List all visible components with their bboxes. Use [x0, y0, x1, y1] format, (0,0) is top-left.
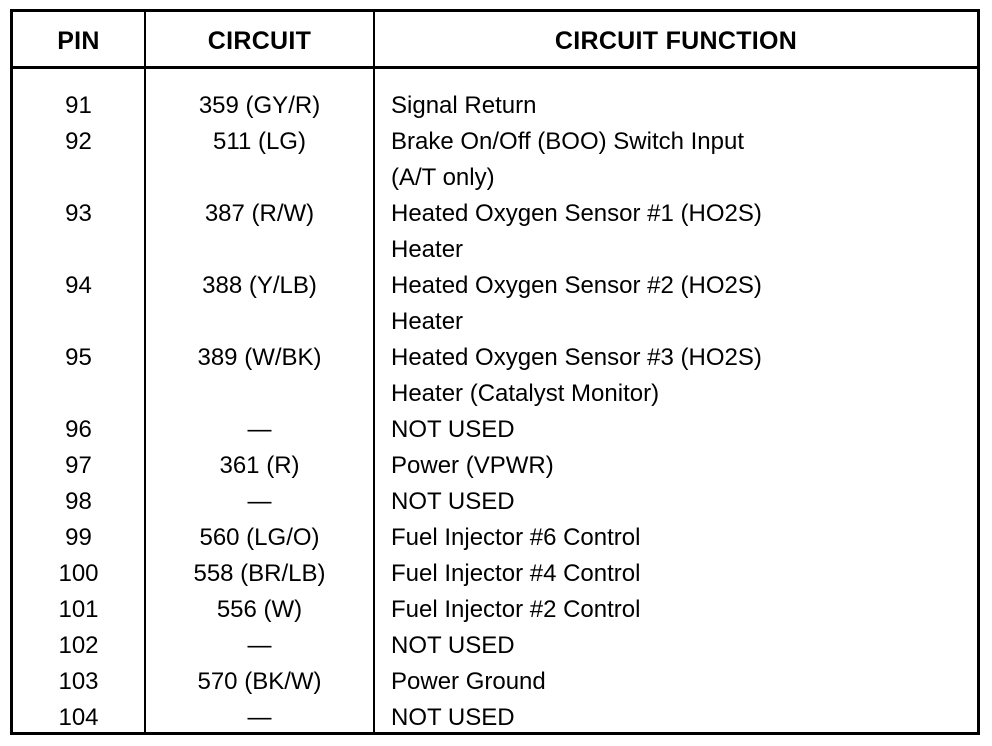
circuit-function-cell: Fuel Injector #6 Control — [391, 524, 641, 551]
circuit-function-cell: Power Ground — [391, 668, 546, 695]
circuit-cell: 570 (BK/W) — [197, 668, 322, 695]
circuit-cell: 556 (W) — [216, 596, 303, 623]
circuit-function-cell: Heater (Catalyst Monitor) — [391, 380, 660, 407]
circuit-function-cell: Brake On/Off (BOO) Switch Input — [391, 128, 745, 155]
circuit-cell: 558 (BR/LB) — [193, 560, 326, 587]
circuit-function-cell: Power (VPWR) — [391, 452, 554, 479]
table-row — [13, 520, 977, 556]
table-row — [13, 628, 977, 664]
pin-cell: 97 — [65, 452, 92, 479]
circuit-function-cell: Signal Return — [391, 92, 537, 119]
table-row — [13, 556, 977, 592]
pin-cell: 100 — [58, 560, 99, 587]
circuit-cell: — — [247, 704, 272, 731]
header-circuit-function: CIRCUIT FUNCTION — [554, 27, 798, 55]
pin-cell: 93 — [65, 200, 92, 227]
circuit-function-cell: Heater — [391, 308, 464, 335]
circuit-cell: 511 (LG) — [213, 128, 306, 155]
circuit-function-cell: Heater — [391, 236, 464, 263]
table-row — [13, 592, 977, 628]
pin-cell: 104 — [58, 704, 99, 731]
circuit-function-cell: NOT USED — [391, 704, 515, 731]
circuit-cell: 388 (Y/LB) — [202, 272, 317, 299]
circuit-cell: — — [247, 632, 272, 659]
circuit-function-cell: Heated Oxygen Sensor #3 (HO2S) — [391, 344, 762, 371]
table-row — [13, 340, 977, 412]
circuit-cell: 361 (R) — [219, 452, 300, 479]
header-circuit: CIRCUIT — [207, 27, 312, 55]
pin-cell: 92 — [65, 128, 92, 155]
circuit-cell: 560 (LG/O) — [199, 524, 320, 551]
table-row — [13, 196, 977, 268]
circuit-function-cell: Heated Oxygen Sensor #1 (HO2S) — [391, 200, 762, 227]
pin-cell: 95 — [65, 344, 92, 371]
circuit-function-cell: Fuel Injector #4 Control — [391, 560, 641, 587]
pin-cell: 91 — [65, 92, 92, 119]
table-row — [13, 412, 977, 448]
header-divider — [13, 66, 977, 69]
table-row — [13, 124, 977, 196]
pin-cell: 103 — [58, 668, 99, 695]
table-row — [13, 664, 977, 700]
pin-circuit-table — [10, 9, 980, 735]
circuit-function-cell: Heated Oxygen Sensor #2 (HO2S) — [391, 272, 762, 299]
circuit-function-cell: Fuel Injector #2 Control — [391, 596, 641, 623]
table-body — [13, 88, 977, 736]
circuit-function-cell: NOT USED — [391, 416, 515, 443]
header-pin: PIN — [57, 27, 100, 55]
circuit-cell: 387 (R/W) — [204, 200, 315, 227]
table-row — [13, 448, 977, 484]
table-row — [13, 88, 977, 124]
circuit-function-cell: NOT USED — [391, 632, 515, 659]
circuit-cell: 359 (GY/R) — [198, 92, 321, 119]
table-row — [13, 268, 977, 340]
pin-cell: 98 — [65, 488, 92, 515]
circuit-cell: — — [247, 488, 272, 515]
circuit-cell: — — [247, 416, 272, 443]
pin-cell: 96 — [65, 416, 92, 443]
pin-cell: 102 — [58, 632, 99, 659]
circuit-cell: 389 (W/BK) — [197, 344, 322, 371]
pin-cell: 101 — [58, 596, 99, 623]
table-row — [13, 700, 977, 736]
pin-cell: 94 — [65, 272, 92, 299]
pin-cell: 99 — [65, 524, 92, 551]
circuit-function-cell: (A/T only) — [391, 164, 495, 191]
table-row — [13, 484, 977, 520]
circuit-function-cell: NOT USED — [391, 488, 515, 515]
